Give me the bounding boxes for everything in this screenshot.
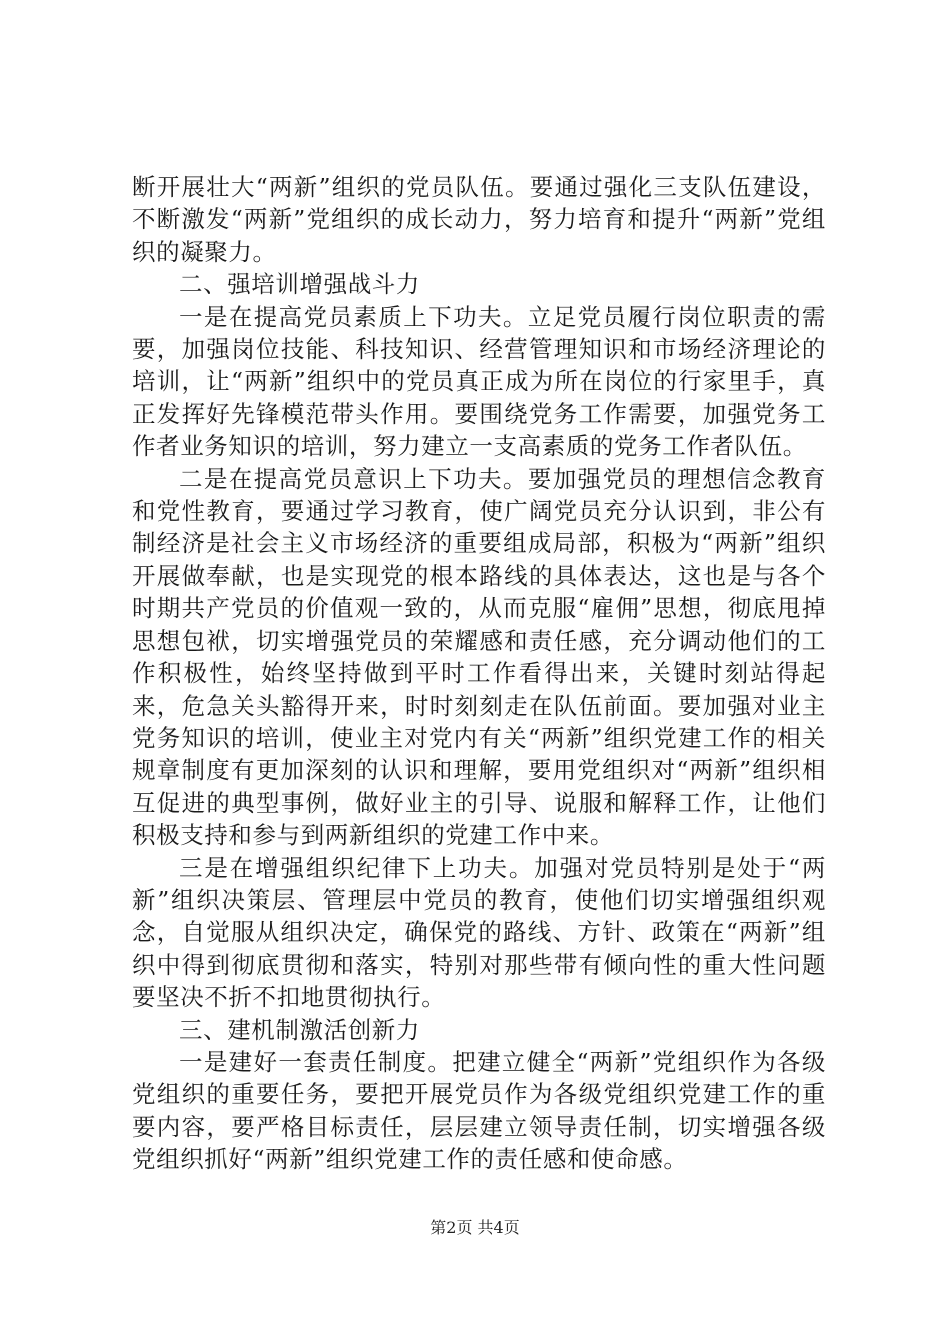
section-heading-3: 三、建机制激活创新力 <box>179 1015 420 1044</box>
paragraph-member-quality: 一是在提高党员素质上下功夫。立足党员履行岗位职责的需要，加强岗位技能、科技知识、经营管理知识和市场经济理论的培训，让“两新”组织中的党员真正成为所在岗位的行家里手，真正发挥好先锋模范带头作用。要围绕党务工作需要，加强党务工作者业务知识的培训，努力建立一支高素质的党务工作者队伍。 <box>132 302 826 461</box>
section-heading-2: 二、强培训增强战斗力 <box>179 270 420 299</box>
paragraph-responsibility-system: 一是建好一套责任制度。把建立健全“两新”党组织作为各级党组织的重要任务，要把开展党员作为各级党组织党建工作的重要内容，要严格目标责任，层层建立领导责任制，切实增强各级党组织抓好“两新”组织党建工作的责任感和使命感。 <box>132 1047 826 1174</box>
paragraph-continuation: 断开展壮大“两新”组织的党员队伍。要通过强化三支队伍建设，不断激发“两新”党组织的成长动力，努力培育和提升“两新”党组织的凝聚力。 <box>132 173 826 266</box>
paragraph-discipline: 三是在增强组织纪律下上功夫。加强对党员特别是处于“两新”组织决策层、管理层中党员的教育，使他们切实增强组织观念，自觉服从组织决定，确保党的路线、方针、政策在“两新”组织中得到彻底贯彻和落实，特别对那些带有倾向性的重大性问题要坚决不折不扣地贯彻执行。 <box>132 853 826 1012</box>
paragraph-member-awareness: 二是在提高党员意识上下功夫。要加强党员的理想信念教育和党性教育，要通过学习教育，使广阔党员充分认识到，非公有制经济是社会主义市场经济的重要组成局部，积极为“两新”组织开展做奉献，也是实现党的根本路线的具体表达，这也是与各个时期共产党员的价值观一致的，从而克服“雇佣”思想，彻底甩掉思想包袱，切实增强党员的荣耀感和责任感，充分调动他们的工作积极性，始终坚持做到平时工作看得出来，关键时刻站得起来，危急关头豁得开来，时时刻刻走在队伍前面。要加强对业主党务知识的培训，使业主对党内有关“两新”组织党建工作的相关规章制度有更加深刻的认识和理解，要用党组织对“两新”组织相互促进的典型事例，做好业主的引导、说服和解释工作，让他们积极支持和参与到两新组织的党建工作中来。 <box>132 464 826 850</box>
document-body <box>132 171 826 1176</box>
page-number-footer: 第2页 共4页 <box>430 1218 520 1237</box>
